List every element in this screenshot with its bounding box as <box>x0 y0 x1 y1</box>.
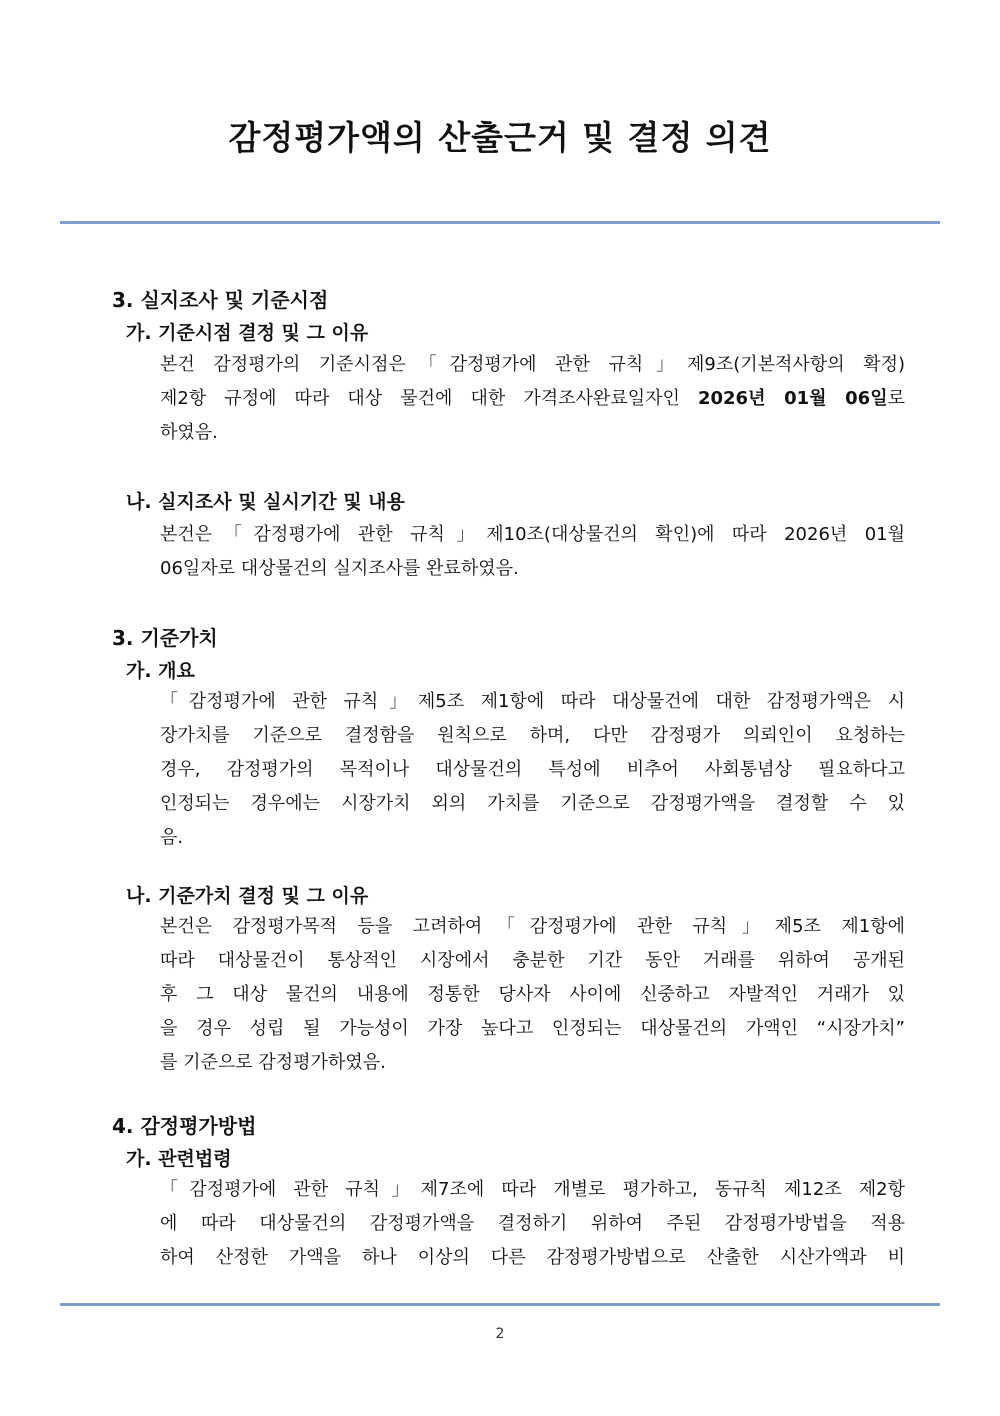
paragraph-line: 장가치를 기준으로 결정함을 원칙으로 하며, 다만 감정평가 의뢰인이 요청하는 <box>160 725 905 746</box>
header-divider <box>60 221 940 224</box>
paragraph-overview <box>160 685 905 855</box>
subsection-heading-related-laws: 가. 관련법령 <box>126 1148 232 1170</box>
section-heading-site-survey: 3. 실지조사 및 기준시점 <box>112 288 329 312</box>
paragraph-line: 을 경우 성립 될 가능성이 가장 높다고 인정되는 대상물건의 가액인 “시장가치” <box>160 1018 905 1039</box>
paragraph-related-laws <box>160 1173 905 1275</box>
paragraph-line: 하여 산정한 가액을 하나 이상의 다른 감정평가방법으로 산출한 시산가액과 비 <box>160 1247 905 1268</box>
subsection-heading-survey-period: 나. 실지조사 및 실시기간 및 내용 <box>126 491 405 513</box>
section-heading-base-value: 3. 기준가치 <box>112 626 218 650</box>
paragraph-line: 「감정평가에 관한 규칙」제5조 제1항에 따라 대상물건에 대한 감정평가액은 시 <box>160 691 905 712</box>
subsection-heading-overview: 가. 개요 <box>126 660 195 682</box>
document-title: 감정평가액의 산출근거 및 결정 의견 <box>228 118 772 157</box>
paragraph-line: 를 기준으로 감정평가하였음. <box>160 1052 386 1073</box>
paragraph-line: 후 그 대상 물건의 내용에 정통한 당사자 사이에 신중하고 자발적인 거래가 있 <box>160 984 905 1005</box>
paragraph-line: 경우, 감정평가의 목적이나 대상물건의 특성에 비추어 사회통념상 필요하다고 <box>160 759 905 780</box>
paragraph-base-date <box>160 348 905 450</box>
paragraph-line: 제2항 규정에 따라 대상 물건에 대한 가격조사완료일자인 2026년 01월 06일로 <box>160 388 905 409</box>
subsection-heading-base-date: 가. 기준시점 결정 및 그 이유 <box>126 322 369 344</box>
subsection-heading-base-value-reason: 나. 기준가치 결정 및 그 이유 <box>126 885 369 907</box>
paragraph-line: 인정되는 경우에는 시장가치 외의 가치를 기준으로 감정평가액을 결정할 수 있 <box>160 793 905 814</box>
section-heading-appraisal-method: 4. 감정평가방법 <box>112 1114 257 1138</box>
paragraph-line: 본건은 감정평가목적 등을 고려하여「감정평가에 관한 규칙」제5조 제1항에 <box>160 916 905 937</box>
base-date-value: 2026년 01월 06일 <box>697 388 888 409</box>
paragraph-line: 「감정평가에 관한 규칙」제7조에 따라 개별로 평가하고, 동규칙 제12조 제2항 <box>160 1179 905 1200</box>
paragraph-line: 06일자로 대상물건의 실지조사를 완료하였음. <box>160 558 519 579</box>
page-number: 2 <box>495 1326 505 1342</box>
paragraph-line: 에 따라 대상물건의 감정평가액을 결정하기 위하여 주된 감정평가방법을 적용 <box>160 1213 905 1234</box>
paragraph-line: 본건 감정평가의 기준시점은「감정평가에 관한 규칙」제9조(기본적사항의 확정) <box>160 354 905 375</box>
paragraph-line: 따라 대상물건이 통상적인 시장에서 충분한 기간 동안 거래를 위하여 공개된 <box>160 950 905 971</box>
footer-divider <box>60 1303 940 1306</box>
paragraph-line: 음. <box>160 827 184 848</box>
paragraph-line: 하였음. <box>160 422 218 443</box>
paragraph-base-value-reason <box>160 910 905 1080</box>
paragraph-survey-period <box>160 518 905 586</box>
paragraph-line: 본건은「감정평가에 관한 규칙」제10조(대상물건의 확인)에 따라 2026년 01월 <box>160 524 905 545</box>
